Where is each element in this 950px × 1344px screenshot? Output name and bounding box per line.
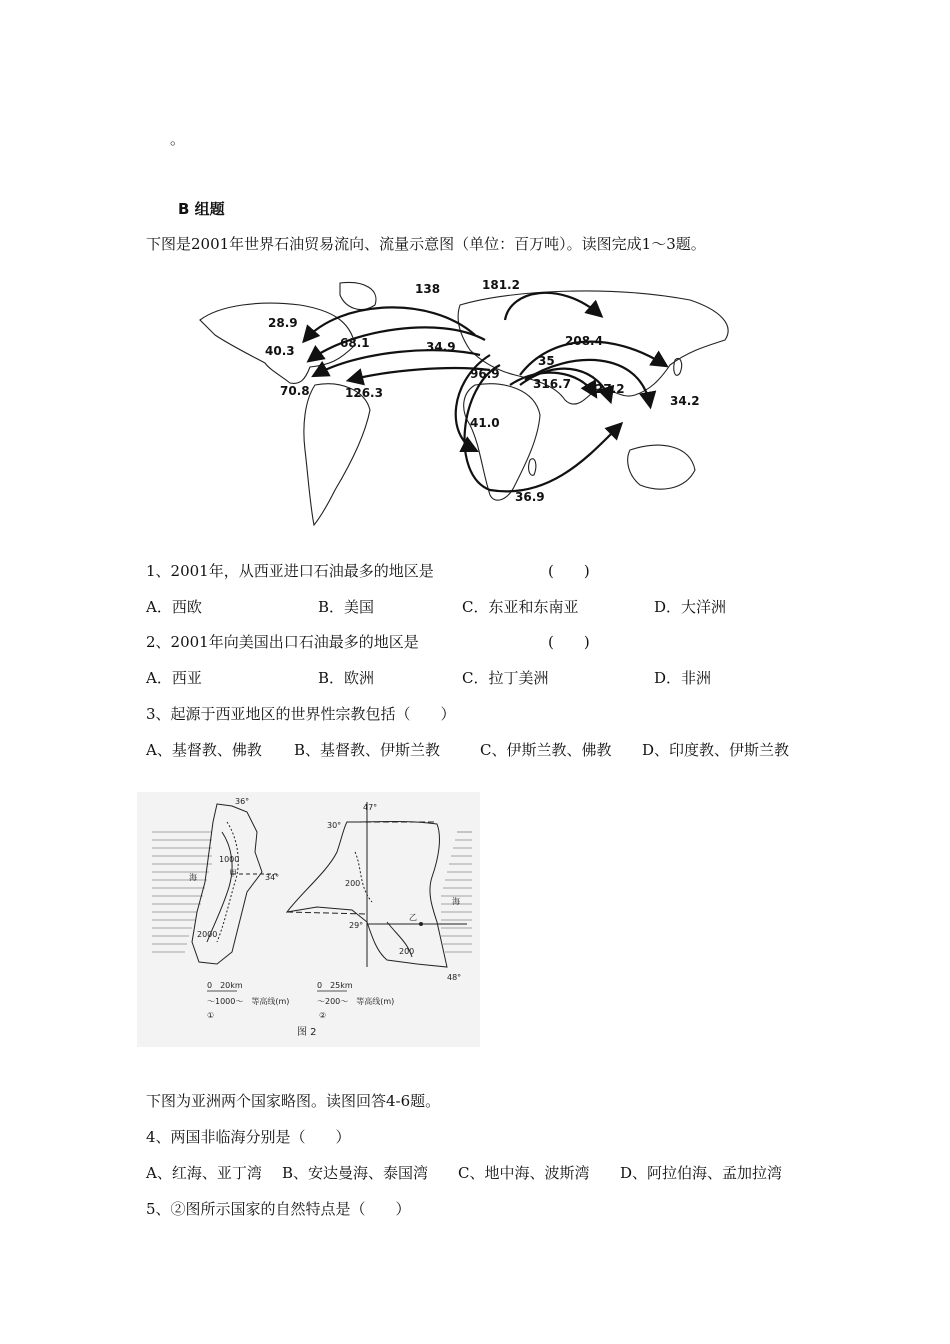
question-5-stem: 5、②图所示国家的自然特点是（ ） [146, 1200, 411, 1218]
flow-label-35: 35 [538, 354, 555, 368]
map1-lon-34: 34° [265, 873, 280, 882]
flow-label-36-9: 36.9 [515, 490, 545, 504]
map2-lat-47: 47° [363, 803, 378, 812]
flow-label-126-3: 126.3 [345, 386, 383, 400]
q1-option-a[interactable]: A．西欧 [146, 598, 202, 616]
flow-label-68-1: 68.1 [340, 336, 370, 350]
flow-label-208-4: 208.4 [565, 334, 603, 348]
question-1-answer-blank[interactable]: ( ) [548, 562, 590, 580]
map1-contour-2000: 2000 [197, 930, 218, 939]
flow-label-181-2: 181.2 [482, 278, 520, 292]
figure-2-country-maps [137, 792, 480, 1047]
q2-option-a[interactable]: A．西亚 [146, 669, 202, 687]
map1-scale: 0 20km [207, 981, 243, 990]
map2-contour-200-a: 200 [345, 879, 361, 888]
flow-label-41-0: 41.0 [470, 416, 500, 430]
flow-label-96-9: 96.9 [470, 367, 500, 381]
map1-contour-1000: 1000 [219, 855, 240, 864]
flow-label-40-3: 40.3 [265, 344, 295, 358]
intro-text-2: 下图为亚洲两个国家略图。读图回答4-6题。 [146, 1092, 441, 1110]
map2-number: ② [319, 1011, 327, 1020]
map2-lat-29: 29° [349, 921, 364, 930]
flow-label-70-8: 70.8 [280, 384, 310, 398]
map1-city-label: 甲 [229, 869, 237, 878]
map2-point-label: 乙 [409, 913, 417, 922]
q2-option-b[interactable]: B．欧洲 [318, 669, 375, 687]
top-mark: 。 [170, 130, 186, 148]
map1-number: ① [207, 1011, 215, 1020]
flow-label-34-9: 34.9 [426, 340, 456, 354]
q1-option-d[interactable]: D．大洋洲 [654, 598, 727, 616]
flow-label-27-2: 27.2 [595, 382, 625, 396]
q3-option-c[interactable]: C、伊斯兰教、佛教 [480, 741, 612, 759]
flow-label-138: 138 [415, 282, 441, 296]
world-oil-trade-map [190, 275, 740, 533]
q3-option-a[interactable]: A、基督教、佛教 [146, 741, 262, 759]
map2-legend: ～200～ 等高线(m) [317, 997, 395, 1006]
q4-option-d[interactable]: D、阿拉伯海、孟加拉湾 [620, 1164, 783, 1182]
map1-sea-label: 海 [189, 873, 197, 882]
q4-option-a[interactable]: A、红海、亚丁湾 [146, 1164, 262, 1182]
question-3-stem: 3、起源于西亚地区的世界性宗教包括（ ） [146, 705, 456, 723]
map2-lat-30: 30° [327, 821, 342, 830]
q3-option-b[interactable]: B、基督教、伊斯兰教 [294, 741, 441, 759]
q2-option-d[interactable]: D．非洲 [654, 669, 712, 687]
section-title: B 组题 [178, 200, 225, 218]
map1-legend: ～1000～ 等高线(m) [207, 997, 290, 1006]
q4-option-b[interactable]: B、安达曼海、泰国湾 [282, 1164, 429, 1182]
map1-lat-36: 36° [235, 797, 250, 806]
figure-2-caption: 图 2 [297, 1027, 317, 1038]
flow-label-28-9: 28.9 [268, 316, 298, 330]
map2-scale: 0 25km [317, 981, 353, 990]
q2-option-c[interactable]: C．拉丁美洲 [462, 669, 549, 687]
question-4-stem: 4、两国非临海分别是（ ） [146, 1128, 351, 1146]
q1-option-b[interactable]: B．美国 [318, 598, 375, 616]
map2-contour-200-b: 200 [399, 947, 415, 956]
question-2-stem: 2、2001年向美国出口石油最多的地区是 [146, 633, 419, 651]
question-3-options [146, 739, 826, 759]
intro-text-1: 下图是2001年世界石油贸易流向、流量示意图（单位：百万吨）。读图完成1～3题。 [146, 235, 706, 253]
q1-option-c[interactable]: C．东亚和东南亚 [462, 598, 579, 616]
flow-label-316-7: 316.7 [533, 377, 571, 391]
question-2-answer-blank[interactable]: ( ) [548, 633, 590, 651]
question-2-options [146, 667, 786, 687]
map2-sea-label: 海 [452, 897, 460, 906]
question-4-options [146, 1162, 826, 1182]
question-1-options [146, 596, 786, 616]
map2-lon-48: 48° [447, 973, 462, 982]
q4-option-c[interactable]: C、地中海、波斯湾 [458, 1164, 590, 1182]
q3-option-d[interactable]: D、印度教、伊斯兰教 [642, 741, 790, 759]
question-1-stem: 1、2001年，从西亚进口石油最多的地区是 [146, 562, 434, 580]
flow-label-34-2: 34.2 [670, 394, 700, 408]
